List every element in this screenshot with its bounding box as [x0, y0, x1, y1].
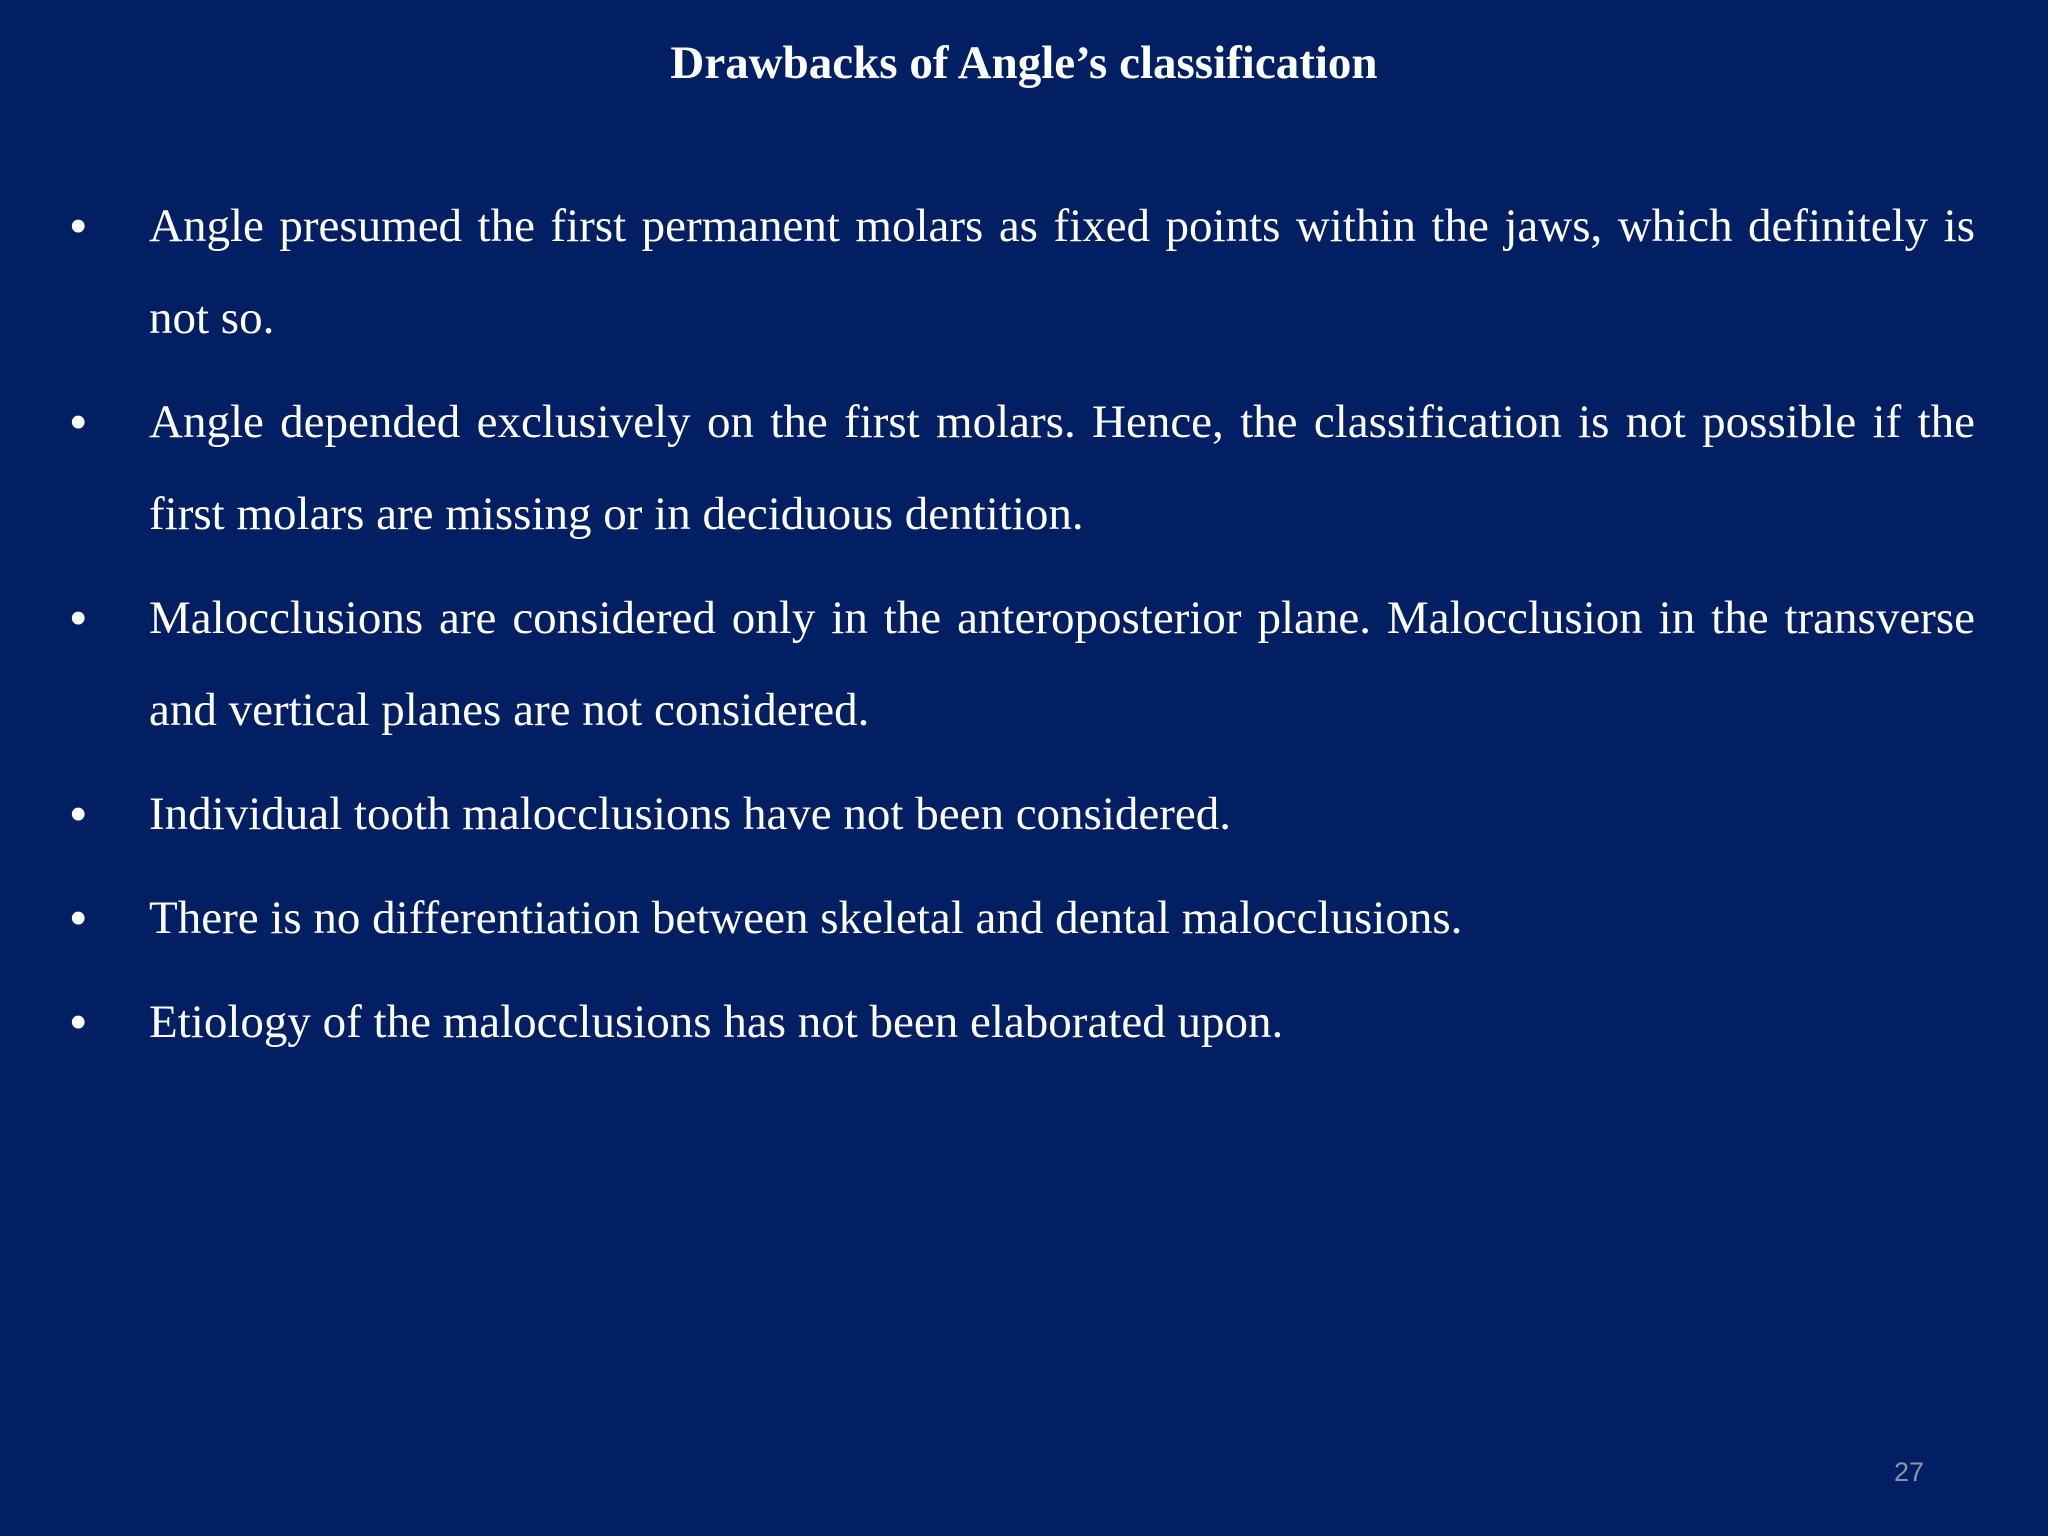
- bullet-item: [0, 976, 2048, 1068]
- bullet-list: [0, 180, 2048, 1080]
- bullet-item: [0, 768, 2048, 860]
- bullet-marker: •: [70, 395, 87, 448]
- page-number: 27: [1893, 1457, 1924, 1487]
- bullet-item: [0, 180, 2048, 364]
- bullet-item: [0, 376, 2048, 560]
- bullet-text: Angle depended exclusively on the first molars. Hence, the classification is not possible if the first molars are missing or in deciduous dentition.: [149, 396, 1975, 540]
- bullet-text: There is no differentiation between skeletal and dental malocclusions.: [149, 892, 1463, 944]
- bullet-marker: •: [70, 199, 87, 252]
- bullet-marker: •: [70, 891, 87, 944]
- bullet-text: Malocclusions are considered only in the anteroposterior plane. Malocclusion in the transverse and vertical planes are not considered.: [149, 592, 1975, 736]
- slide-title: Drawbacks of Angle’s classification: [670, 37, 1378, 89]
- bullet-text: Etiology of the malocclusions has not been elaborated upon.: [149, 996, 1284, 1048]
- bullet-marker: •: [70, 787, 87, 840]
- bullet-item: [0, 872, 2048, 964]
- bullet-marker: •: [70, 995, 87, 1048]
- bullet-marker: •: [70, 591, 87, 644]
- bullet-text: Angle presumed the first permanent molars as fixed points within the jaws, which definitely is not so.: [149, 200, 1975, 344]
- bullet-text: Individual tooth malocclusions have not been considered.: [149, 788, 1232, 840]
- bullet-item: [0, 572, 2048, 756]
